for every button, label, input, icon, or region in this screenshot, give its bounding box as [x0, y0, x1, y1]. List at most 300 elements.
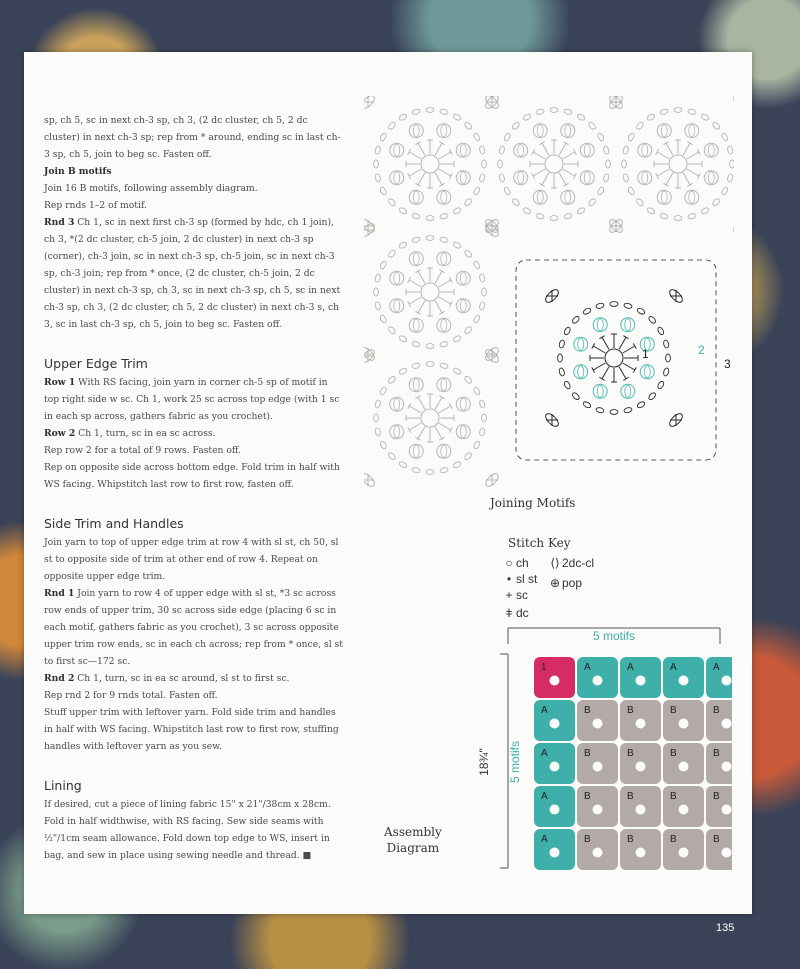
- dc-stitch-top: [449, 403, 452, 408]
- chain-stitch: [627, 186, 635, 195]
- crochet-motif: [364, 96, 500, 234]
- chain-stitch: [687, 213, 696, 220]
- dc-stitch-line: [418, 397, 425, 409]
- popcorn-stitch: [437, 318, 451, 332]
- chain-stitch: [412, 236, 421, 243]
- dc-stitch-line: [409, 280, 421, 287]
- chain-stitch: [576, 207, 585, 215]
- dc-stitch-line: [683, 143, 690, 155]
- dc-stitch-line: [542, 173, 549, 185]
- row-text: Ch 1, turn, sc in ea sc across.: [75, 428, 216, 439]
- motif-center-hole: [636, 805, 646, 815]
- chain-stitch: [727, 146, 734, 155]
- popcorn-stitch: [685, 190, 699, 204]
- dc-stitch-top: [408, 427, 411, 432]
- chain-stitch: [479, 146, 486, 155]
- chain-stitch: [627, 132, 635, 141]
- popcorn-stitch: [638, 171, 652, 185]
- chain-stitch: [387, 375, 396, 384]
- chain-stitch: [511, 121, 520, 130]
- chain-stitch: [563, 326, 571, 335]
- chain-stitch: [666, 354, 671, 362]
- chain-stitch: [498, 160, 503, 168]
- motif-cell-label: B: [713, 791, 720, 802]
- dc-stitch-top: [599, 377, 604, 380]
- dc-stitch-line: [533, 152, 545, 159]
- dc-stitch-line: [435, 397, 442, 409]
- chain-stitch: [464, 249, 473, 258]
- popcorn-stitch: [390, 299, 404, 313]
- motif-center-hole: [636, 762, 646, 772]
- popcorn-stitch-inner: [708, 144, 714, 156]
- chain-stitch: [636, 401, 645, 409]
- motif-cell-label: A: [627, 662, 634, 673]
- motif-grid: [534, 657, 732, 870]
- chain-stitch: [582, 307, 591, 315]
- chain-stitch: [636, 307, 645, 315]
- chain-stitch: [464, 452, 473, 461]
- motif-cell: [663, 743, 704, 784]
- dc-stitch-top: [415, 437, 420, 440]
- motif-center-hole: [679, 805, 689, 815]
- popcorn-stitch-inner: [642, 144, 648, 156]
- cluster-stitch: [732, 218, 734, 235]
- motif-center-hole: [593, 848, 603, 858]
- dc-stitch-line: [619, 337, 626, 349]
- chain-stitch: [610, 410, 618, 415]
- chain-stitch: [536, 108, 545, 115]
- dc-stitch-top: [663, 183, 668, 186]
- popcorn-stitch: [409, 378, 423, 392]
- instruction-paragraph: If desired, cut a piece of lining fabric 15" x 21"/38cm x 28cm. Fold in half widthwise, with RS facing. Sew side seams with ½"/1cm seam allowance. Fold down top edge to WS, insert in bag, and sew in place using sewing needle and thread. ■: [44, 799, 331, 861]
- dc-stitch-line: [559, 143, 566, 155]
- chain-stitch: [622, 173, 629, 182]
- dc-stitch-top: [439, 396, 444, 399]
- popcorn-stitch-inner: [394, 172, 400, 184]
- key-label: ch: [516, 556, 529, 570]
- motif-cell-label: A: [541, 791, 548, 802]
- chain-stitch: [550, 216, 558, 221]
- key-item-dc: [502, 606, 529, 620]
- row-label: Row 2: [44, 428, 76, 439]
- popcorn-stitch: [390, 143, 404, 157]
- popcorn-stitch-inner: [578, 338, 584, 350]
- popcorn-stitch-inner: [565, 191, 571, 203]
- popcorn-stitch: [580, 143, 594, 157]
- height-label: 5 motifs: [508, 740, 522, 784]
- rnd-text: Ch 1, sc in next first ch-3 sp (formed by hdc, ch 1 join), ch 3, *(2 dc cluster, ch-5 join, 2 dc cluster) in next ch-3 sp (corner), ch-3 join, sc in next ch-3 sp, ch-5 join, sc in next ch-3 sp, ch-3 join; rep from * once, (2 dc cluster, ch-5 join, 2 dc cluster) in next ch-3 sp, ch 3, sc in next ch-3 sp, ch 5, sc in next ch-3 sp, ch 3, (2 dc cluster, ch 5, 2 dc cluster) in next ch-3 s, ch 3, sc in last ch-3 sp, ch 5, join to beg sc. Fasten off.: [44, 217, 341, 330]
- popcorn-stitch-inner: [460, 426, 466, 438]
- chain-stitch: [464, 121, 473, 130]
- popcorn-stitch-inner: [537, 125, 543, 137]
- chain-stitch: [452, 461, 461, 469]
- dc-stitch-line: [623, 346, 635, 353]
- chain-stitch: [374, 160, 379, 168]
- dc-stitch-top: [439, 270, 444, 273]
- popcorn-stitch-inner: [642, 172, 648, 184]
- chain-stitch: [479, 301, 486, 310]
- motif-center-hole: [593, 805, 603, 815]
- dc-stitch-top: [439, 142, 444, 145]
- motif-cell: [663, 829, 704, 870]
- chain-stitch: [660, 213, 669, 220]
- chain-stitch: [379, 386, 387, 395]
- row1-instruction: [44, 374, 344, 425]
- chain-stitch: [387, 452, 396, 461]
- popcorn-stitch-inner: [689, 191, 695, 203]
- dc-stitch-top: [599, 336, 604, 339]
- chain-stitch: [398, 207, 407, 215]
- popcorn-stitch-inner: [661, 125, 667, 137]
- chain-stitch: [511, 198, 520, 207]
- chain-stitch: [623, 302, 632, 309]
- dc-stitch-top: [439, 437, 444, 440]
- popcorn-stitch-inner: [413, 125, 419, 137]
- popcorn-stitch-inner: [518, 172, 524, 184]
- popcorn-stitch-inner: [394, 300, 400, 312]
- popcorn-stitch: [437, 444, 451, 458]
- dc-stitch-top: [415, 270, 420, 273]
- instruction-paragraph: Rep rnd 2 for 9 rnds total. Fasten off.: [44, 690, 218, 701]
- dc-stitch-line: [439, 297, 451, 304]
- chain-stitch: [412, 108, 421, 115]
- popcorn-stitch: [561, 190, 575, 204]
- chain-stitch: [503, 186, 511, 195]
- crochet-motif: [544, 288, 685, 429]
- popcorn-stitch: [456, 425, 470, 439]
- chain-stitch: [663, 367, 670, 376]
- double-crochet-icon: ǂ: [505, 606, 513, 620]
- popcorn-stitch: [437, 252, 451, 266]
- dc-stitch-top: [408, 301, 411, 306]
- chain-stitch: [426, 470, 434, 475]
- motif-cell-label: B: [670, 705, 677, 716]
- key-label: sl st: [516, 572, 538, 586]
- popcorn-stitch: [437, 378, 451, 392]
- chain-stitch: [498, 146, 505, 155]
- popcorn-stitch: [409, 190, 423, 204]
- key-label: pop: [562, 576, 583, 590]
- chain-stitch: [687, 108, 696, 115]
- popcorn-stitch: [456, 271, 470, 285]
- motif-center-hole: [679, 848, 689, 858]
- dc-stitch-top: [687, 183, 692, 186]
- chain-stitch: [721, 186, 729, 195]
- popcorn-stitch-inner: [394, 398, 400, 410]
- popcorn-stitch-inner: [584, 172, 590, 184]
- dc-stitch-line: [418, 301, 425, 313]
- motif-center-hole: [550, 848, 560, 858]
- motif-cell: [577, 829, 618, 870]
- motif-cell-label: A: [670, 662, 677, 673]
- motif-cell: [706, 786, 732, 827]
- chain-stitch: [571, 392, 580, 401]
- motif-cell: [577, 700, 618, 741]
- dc-stitch-top: [697, 173, 700, 178]
- chain-stitch: [379, 260, 387, 269]
- chain-stitch: [563, 213, 572, 220]
- popcorn-stitch: [621, 384, 635, 398]
- chain-stitch: [379, 132, 387, 141]
- dc-stitch-line: [435, 143, 442, 155]
- dc-stitch-top: [563, 183, 568, 186]
- chain-stitch: [452, 113, 461, 121]
- chain-stitch: [412, 213, 421, 220]
- instruction-paragraph: sp, ch 5, sc in next ch-3 sp, ch 3, (2 dc cluster, ch 5, 2 dc cluster) in next ch-3 sp; rep from * around, ending sc in last ch-3 sp, ch 5, join to beg sc. Fasten off.: [44, 115, 341, 160]
- chain-stitch: [482, 288, 487, 296]
- chain-stitch: [452, 241, 461, 249]
- popcorn-stitch: [437, 190, 451, 204]
- motif-center-hole: [722, 676, 732, 686]
- popcorn-stitch: [638, 143, 652, 157]
- dc-stitch-top: [449, 173, 452, 178]
- chain-stitch: [473, 260, 481, 269]
- dc-stitch-line: [439, 280, 451, 287]
- motif-cell: [663, 700, 704, 741]
- chain-stitch: [606, 160, 611, 168]
- chain-stitch: [473, 186, 481, 195]
- chain-ring: [421, 409, 439, 427]
- motif-center-hole: [636, 848, 646, 858]
- chain-stitch: [622, 160, 627, 168]
- chain-stitch: [479, 173, 486, 182]
- key-item-sl-st: [502, 572, 537, 586]
- instruction-paragraph: Stuff upper trim with leftover yarn. Fold side trim and handles in half with WS facing. Whipstitch last row to first row, stuffing handles with leftover yarn as you sew.: [44, 707, 339, 752]
- side-trim-heading: Side Trim and Handles: [44, 516, 184, 531]
- motif-cell: [534, 657, 575, 698]
- dc-stitch-top: [415, 396, 420, 399]
- chain-stitch: [379, 314, 387, 323]
- motif-cell: [534, 743, 575, 784]
- motif-cell: [663, 657, 704, 698]
- chain-stitch: [398, 335, 407, 343]
- motif-cell-label: B: [584, 705, 591, 716]
- dc-stitch-line: [418, 271, 425, 283]
- motif-center-hole: [550, 719, 560, 729]
- instruction-paragraph: Join 16 B motifs, following assembly diagram.: [44, 183, 258, 194]
- chain-stitch: [374, 173, 381, 182]
- popcorn-stitch: [561, 124, 575, 138]
- dc-stitch-line: [439, 169, 451, 176]
- row-text: With RS facing, join yarn in corner ch-5 sp of motif in top right side w sc. Ch 1, work 25 sc across top edge (with 1 sc in each sp across, gathers fabric as you crochet).: [44, 377, 340, 422]
- chain-stitch: [648, 392, 657, 401]
- dc-stitch-top: [663, 142, 668, 145]
- dc-stitch-line: [687, 152, 699, 159]
- popcorn-stitch-inner: [460, 300, 466, 312]
- popcorn-stitch-inner: [413, 445, 419, 457]
- chain-stitch: [439, 236, 448, 243]
- dc-stitch-top: [449, 277, 452, 282]
- popcorn-stitch-inner: [413, 253, 419, 265]
- key-item-ch: [502, 556, 529, 570]
- dc-stitch-top: [439, 311, 444, 314]
- dc-stitch-top: [633, 367, 636, 372]
- motif-center-hole: [636, 676, 646, 686]
- motif-cell-label: A: [541, 748, 548, 759]
- dc-stitch-line: [657, 152, 669, 159]
- chain-stitch: [398, 461, 407, 469]
- row2-instruction: [44, 425, 344, 442]
- popcorn-stitch: [621, 318, 635, 332]
- rnd-text: Ch 1, turn, sc in ea sc around, sl st to first sc.: [74, 673, 290, 684]
- chain-stitch: [588, 198, 597, 207]
- motif-cell-label: B: [584, 748, 591, 759]
- rnd-label: Rnd 3: [44, 217, 75, 228]
- chain-stitch: [374, 146, 381, 155]
- popcorn-stitch-inner: [597, 319, 603, 331]
- popcorn-stitch-inner: [689, 125, 695, 137]
- dc-stitch-line: [439, 152, 451, 159]
- chain-stitch: [439, 467, 448, 474]
- popcorn-stitch-inner: [460, 172, 466, 184]
- popcorn-stitch-inner: [394, 426, 400, 438]
- chain-stitch: [412, 467, 421, 474]
- dc-stitch-line: [593, 346, 605, 353]
- motif-center-hole: [550, 762, 560, 772]
- chain-stitch: [374, 301, 381, 310]
- chain-stitch: [374, 288, 379, 296]
- joining-motifs-chart: [364, 96, 734, 488]
- motif-cell-label: B: [670, 791, 677, 802]
- chain-ring: [421, 155, 439, 173]
- motif-cell-label: B: [713, 705, 720, 716]
- popcorn-stitch: [574, 337, 588, 351]
- motif-cell: [620, 657, 661, 698]
- chain-stitch: [576, 113, 585, 121]
- dc-stitch-line: [563, 152, 575, 159]
- motif-center-hole: [550, 805, 560, 815]
- chain-stitch: [712, 121, 721, 130]
- motif-center-hole: [679, 762, 689, 772]
- dc-stitch-top: [573, 149, 576, 154]
- chain-stitch: [603, 173, 610, 182]
- chain-stitch: [374, 414, 379, 422]
- dc-stitch-top: [532, 173, 535, 178]
- motif-cell-label: B: [627, 791, 634, 802]
- popcorn-stitch-inner: [394, 144, 400, 156]
- motif-center-hole: [722, 762, 732, 772]
- dc-stitch-line: [657, 169, 669, 176]
- chain-stitch: [582, 401, 591, 409]
- dc-stitch-top: [656, 149, 659, 154]
- chain-stitch: [387, 198, 396, 207]
- popcorn-stitch-inner: [441, 253, 447, 265]
- popcorn-stitch: [533, 124, 547, 138]
- chain-stitch: [398, 241, 407, 249]
- dc-stitch-top: [697, 149, 700, 154]
- chain-stitch: [657, 380, 665, 389]
- chain-stitch: [563, 380, 571, 389]
- popcorn-stitch-inner: [441, 191, 447, 203]
- popcorn-stitch-inner: [413, 319, 419, 331]
- chain-stitch: [721, 132, 729, 141]
- motif-cell: [577, 786, 618, 827]
- chain-stitch: [473, 440, 481, 449]
- popcorn-stitch-inner: [394, 272, 400, 284]
- popcorn-stitch-inner: [441, 445, 447, 457]
- crochet-motif: [484, 96, 625, 234]
- width-label: 5 motifs: [592, 629, 636, 643]
- motif-cell: [663, 786, 704, 827]
- assembly-caption: [384, 824, 442, 856]
- chain-stitch: [426, 108, 434, 113]
- chain-stitch: [374, 274, 381, 283]
- motif-cell: [577, 657, 618, 698]
- rnd-label: Rnd 1: [44, 588, 75, 599]
- chain-stitch: [660, 108, 669, 115]
- chain-stitch: [610, 302, 618, 307]
- motif-cell: [620, 829, 661, 870]
- book-page: [24, 52, 752, 914]
- popcorn-stitch: [514, 171, 528, 185]
- motif-center-hole: [593, 719, 603, 729]
- chain-ring: [545, 155, 563, 173]
- lining-heading: Lining: [44, 778, 82, 793]
- popcorn-stitch: [574, 365, 588, 379]
- motif-cell-label: B: [670, 748, 677, 759]
- dc-stitch-top: [633, 343, 636, 348]
- popcorn-stitch: [409, 318, 423, 332]
- motif-cell: [534, 700, 575, 741]
- chain-stitch: [646, 207, 655, 215]
- motif-center-hole: [550, 676, 560, 686]
- popcorn-icon: ⊕: [549, 576, 561, 590]
- chain-stitch: [482, 160, 487, 168]
- dc-stitch-top: [449, 301, 452, 306]
- key-item-sc: [502, 588, 528, 602]
- chain-stitch: [439, 213, 448, 220]
- key-item-2dc-cl: [548, 556, 594, 570]
- popcorn-stitch-inner: [537, 191, 543, 203]
- chain-stitch: [498, 173, 505, 182]
- chain-stitch: [473, 132, 481, 141]
- motif-cell: [534, 786, 575, 827]
- chain-stitch: [522, 207, 531, 215]
- motif-cell: [620, 743, 661, 784]
- motif-cell-label: B: [584, 791, 591, 802]
- popcorn-stitch-inner: [518, 144, 524, 156]
- dc-stitch-top: [408, 149, 411, 154]
- chain-stitch: [426, 344, 434, 349]
- faint-motifs: [364, 96, 734, 488]
- chain-stitch: [603, 146, 610, 155]
- popcorn-stitch: [409, 252, 423, 266]
- motif-cell-label: A: [713, 662, 720, 673]
- motif-cell: [620, 786, 661, 827]
- motif-cell: [706, 700, 732, 741]
- popcorn-stitch: [704, 143, 718, 157]
- assembly-diagram: [472, 620, 732, 874]
- chain-stitch: [426, 362, 434, 367]
- chain-stitch: [387, 121, 396, 130]
- chain-stitch: [622, 146, 629, 155]
- dc-stitch-line: [559, 173, 566, 185]
- dc-stitch-top: [656, 173, 659, 178]
- stitch-key-title: Stitch Key: [508, 536, 571, 550]
- dc-stitch-top: [539, 142, 544, 145]
- cluster-icon: ⟨⟩: [550, 556, 560, 570]
- assembly-caption-line: Diagram: [386, 841, 440, 855]
- popcorn-stitch-inner: [460, 398, 466, 410]
- dc-stitch-line: [439, 406, 451, 413]
- popcorn-stitch-inner: [644, 366, 650, 378]
- joining-motifs-caption: Joining Motifs: [490, 496, 576, 510]
- motif-cell: [706, 657, 732, 698]
- motif-center-hole: [593, 676, 603, 686]
- chain-stitch: [536, 213, 545, 220]
- popcorn-stitch: [456, 143, 470, 157]
- dc-stitch-top: [623, 336, 628, 339]
